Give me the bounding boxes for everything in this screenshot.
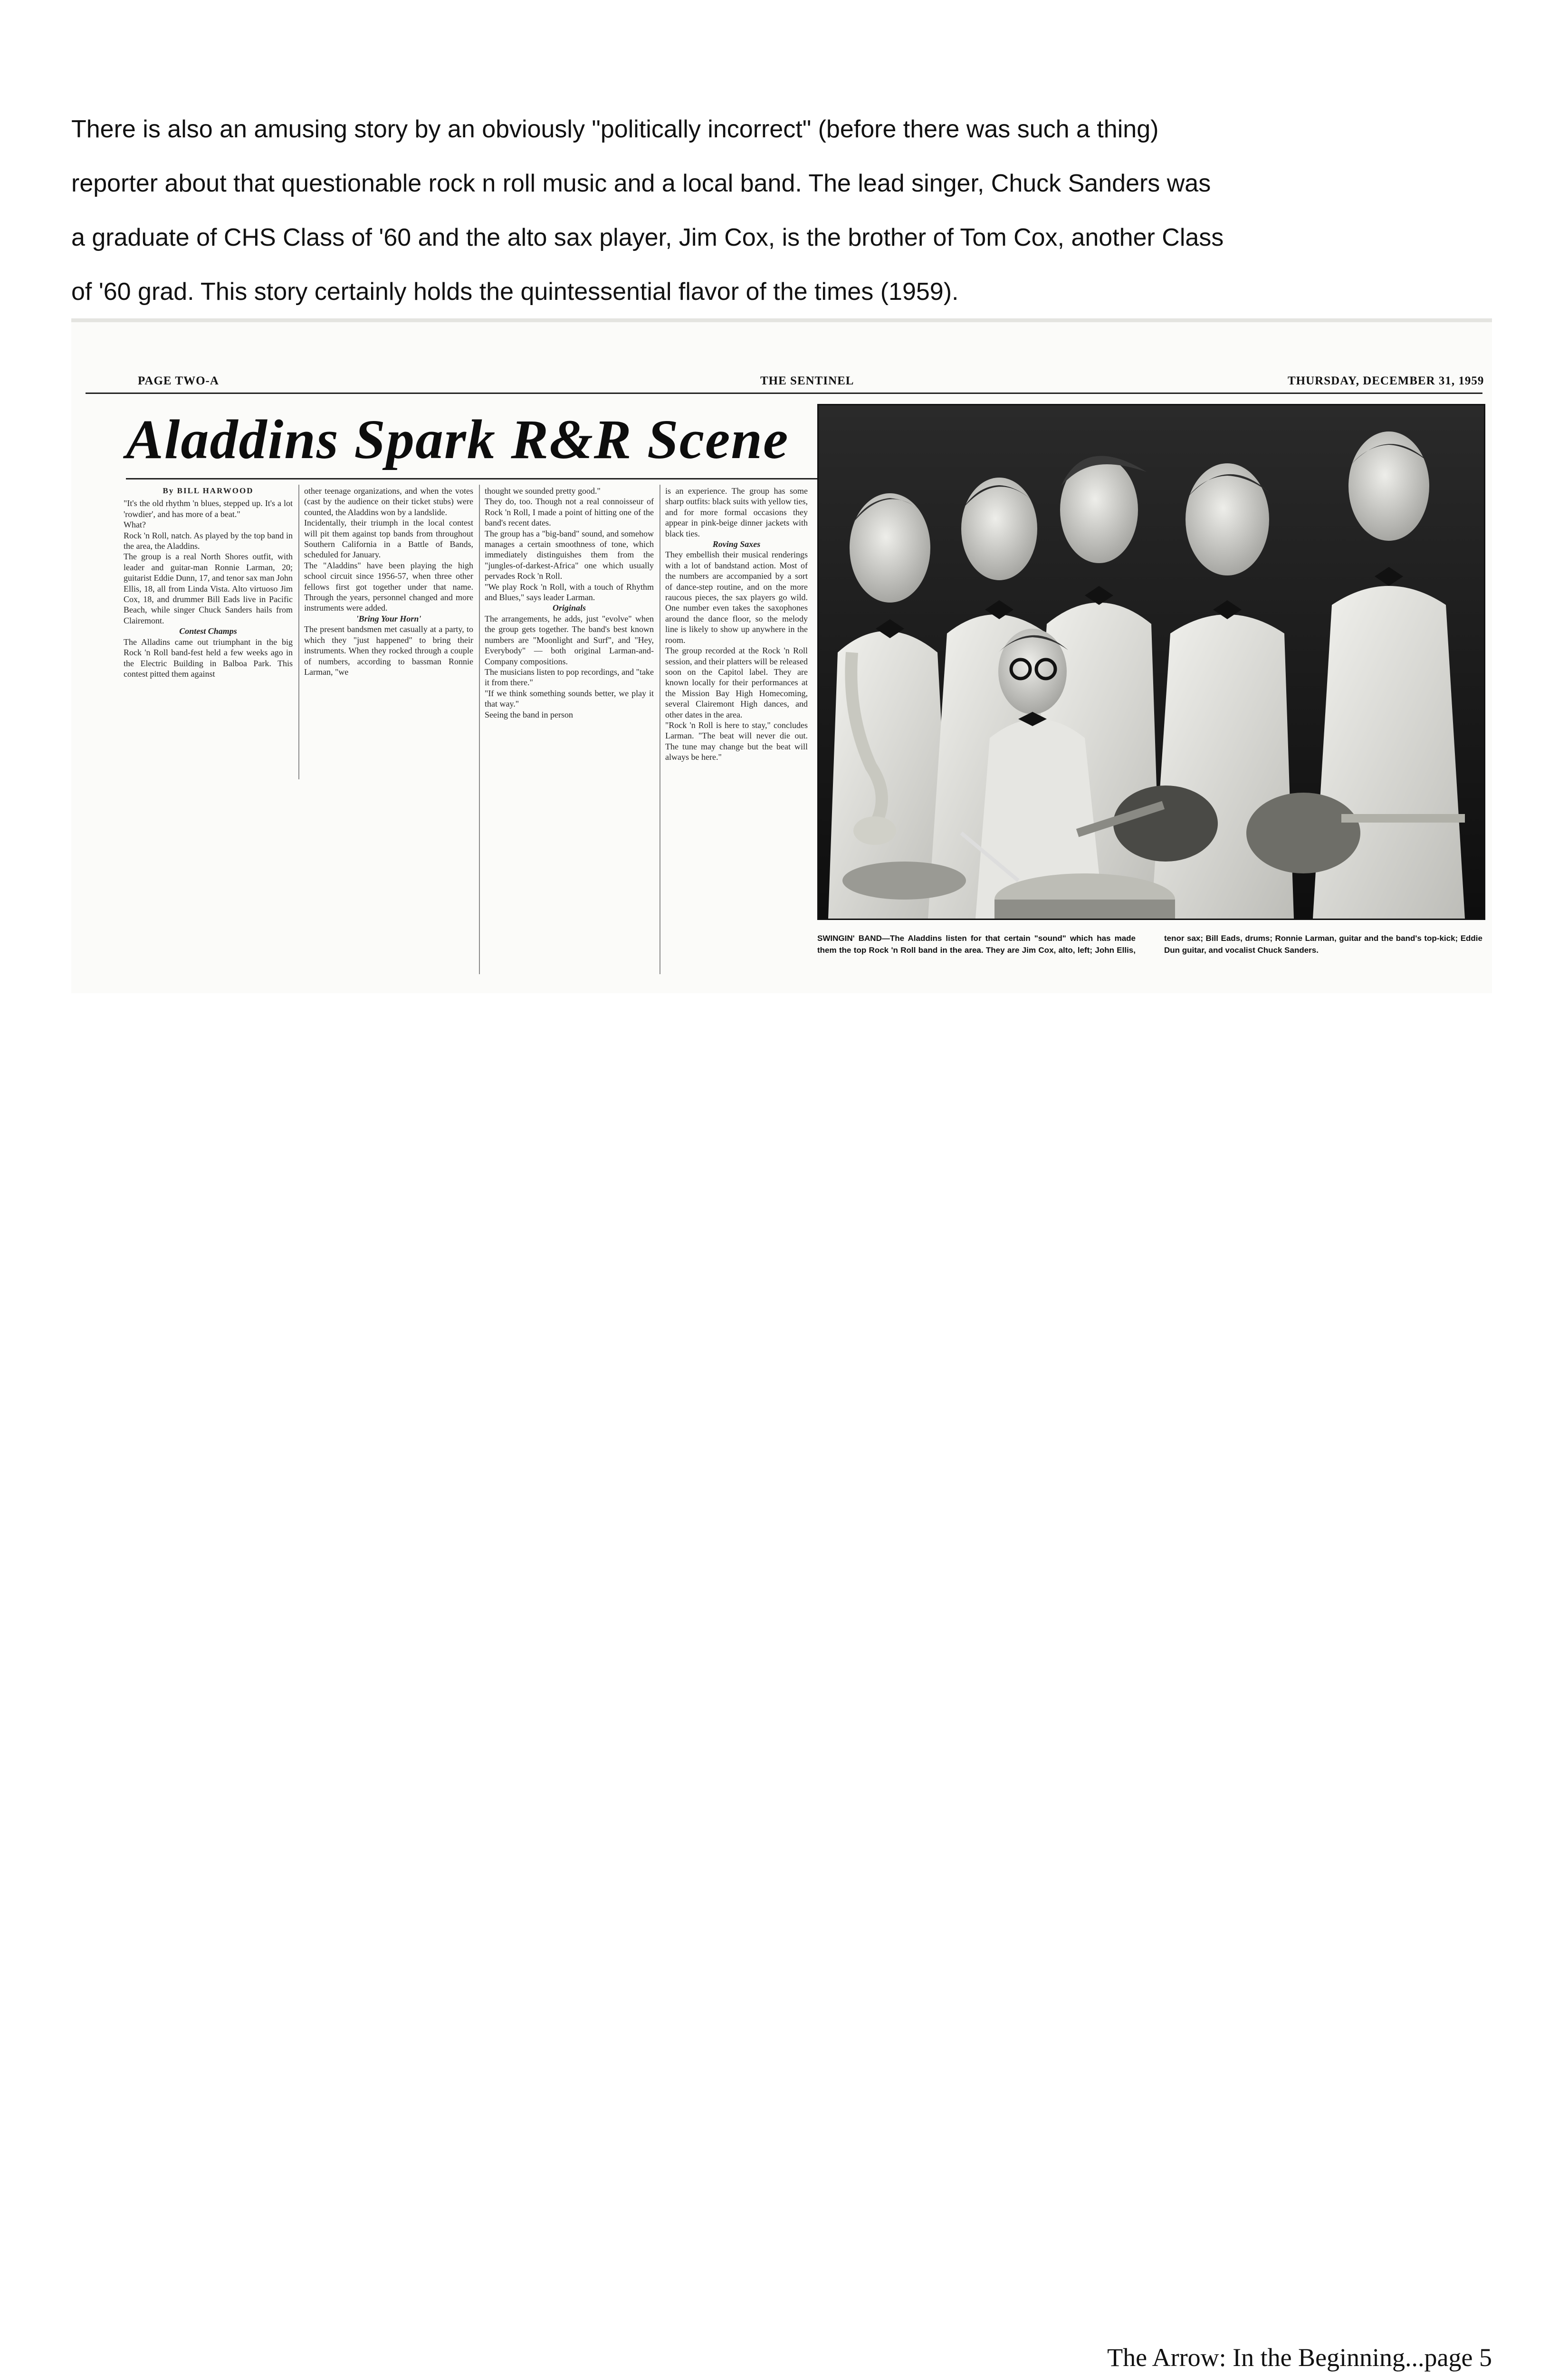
intro-line: a graduate of CHS Class of '60 and the alto sax player, Jim Cox, is the brother of Tom Cox, another Class — [71, 224, 1224, 251]
paragraph: "It's the old rhythm 'n blues, stepped up. It's a lot 'rowdier', and has more of a beat." — [124, 498, 293, 519]
photo-caption: SWINGIN' BAND—The Aladdins listen for that certain "sound" which has made them the top Rock 'n Roll band in the area. They are Jim Cox, alto, left; John Ellis, tenor sax; Bill Eads, drums; Ronnie Larman, guitar and the band's top-kick; Eddie Dun guitar, and vocalist Chuck Sanders. — [817, 934, 1482, 955]
paragraph: The "Aladdins" have been playing the high school circuit since 1956-57, when three other fellows first got together under that name. Through the years, personnel changed and more instruments were added. — [304, 560, 473, 613]
masthead — [71, 318, 1492, 385]
intro-line: There is also an amusing story by an obviously "politically incorrect" (before there was such a thing) — [71, 115, 1159, 143]
masthead-date: THURSDAY, DECEMBER 31, 1959 — [1288, 374, 1484, 387]
article-column-3 — [485, 486, 654, 720]
newspaper-clipping — [71, 318, 1492, 993]
paragraph: "Rock 'n Roll is here to stay," concludes Larman. "The beat will never die out. The tune may change but the beat will always be here." — [665, 720, 808, 762]
intro-line: reporter about that questionable rock n roll music and a local band. The lead singer, Chuck Sanders was — [71, 170, 1211, 197]
paragraph: What? — [124, 520, 146, 530]
masthead-page: PAGE TWO-A — [138, 374, 219, 387]
article-column-1 — [124, 486, 293, 679]
masthead-paper: THE SENTINEL — [760, 374, 854, 387]
column-rule — [479, 485, 480, 974]
headline-rule — [126, 478, 858, 479]
headline: Aladdins Spark R&R Scene — [126, 408, 789, 470]
paragraph: The group has a "big-band" sound, and somehow manages a certain smoothness of tone, which immediately distinguishes them from the "jungles-of-darkest-Africa" one which usually pervades Rock 'n Roll. — [485, 528, 654, 581]
article-column-4 — [665, 486, 808, 763]
subhead: Roving Saxes — [712, 539, 761, 549]
byline: By BILL HARWOOD — [163, 486, 254, 495]
paragraph: The arrangements, he adds, just "evolve" when the group gets together. The band's best known numbers are "Moonlight and Surf", and "Hey, Everybody" — both original Larman-and-Company compositions. — [485, 613, 654, 666]
paragraph: Rock 'n Roll, natch. As played by the top band in the area, the Aladdins. — [124, 530, 293, 551]
paragraph: They do, too. Though not a real connoisseur of Rock 'n Roll, I made a point of hitting one of the band's recent dates. — [485, 497, 654, 528]
paragraph: Seeing the band in person — [485, 709, 573, 719]
paragraph: The Alladins came out triumphant in the big Rock 'n Roll band-fest held a few weeks ago in the Electric Building in Balboa Park. This contest pitted them against — [124, 637, 293, 679]
page-footer: The Arrow: In the Beginning...page 5 — [1107, 2343, 1492, 2372]
subhead: 'Bring Your Horn' — [356, 613, 421, 623]
paragraph: "If we think something sounds better, we play it that way." — [485, 688, 654, 709]
subhead: Contest Champs — [179, 626, 237, 636]
article-column-2 — [304, 486, 473, 677]
band-photo-illustration — [819, 405, 1484, 919]
paragraph: The group is a real North Shores outfit, with leader and guitar-man Ronnie Larman, 20; guitarist Eddie Dunn, 17, and tenor sax man John Ellis, 18, all from Linda Vista. Alto virtuoso Jim Cox, 18, and drummer Bill Eads live in Pacific Beach, while singer Chuck Sanders hails from Clairemont. — [124, 552, 293, 625]
paragraph: Incidentally, their triumph in the local contest will pit them against top bands from throughout Southern California in a Battle of Bands, scheduled for January. — [304, 518, 473, 560]
paragraph: The present bandsmen met casually at a party, to which they "just happened" to bring their instruments. When they rocked through a couple of numbers, according to bassman Ronnie Larman, "we — [304, 624, 473, 677]
paragraph: "We play Rock 'n Roll, with a touch of Rhythm and Blues," says leader Larman. — [485, 582, 654, 603]
intro-text — [71, 102, 1492, 319]
paragraph: thought we sounded pretty good." — [485, 486, 601, 496]
band-photo — [817, 404, 1485, 920]
column-rule — [298, 485, 299, 779]
paragraph: The musicians listen to pop recordings, and "take it from there." — [485, 667, 654, 688]
subhead: Originals — [552, 603, 586, 613]
paragraph: They embellish their musical renderings with a lot of bandstand action. Most of the numbers are accompanied by a sort of dance-step routine, and on the more raucous pieces, the sax players go wild. One number even takes the saxophones around the dance floor, so the melody line is likely to show up anywhere in the room. — [665, 550, 808, 645]
masthead-rule — [86, 393, 1482, 394]
paragraph: is an experience. The group has some sharp outfits: black suits with yellow ties, and for more formal occasions they appear in pink-beige dinner jackets with black ties. — [665, 486, 808, 538]
intro-line: of '60 grad. This story certainly holds the quintessential flavor of the times (1959). — [71, 278, 959, 306]
paragraph: other teenage organizations, and when the votes (cast by the audience on their ticket stubs) were counted, the Aladdins won by a landslide. — [304, 486, 473, 517]
paragraph: The group recorded at the Rock 'n Roll session, and their platters will be released soon on the Capitol label. They are known locally for their performances at the Mission Bay High Homecoming, several Clairemont High dances, and other dates in the area. — [665, 646, 808, 719]
